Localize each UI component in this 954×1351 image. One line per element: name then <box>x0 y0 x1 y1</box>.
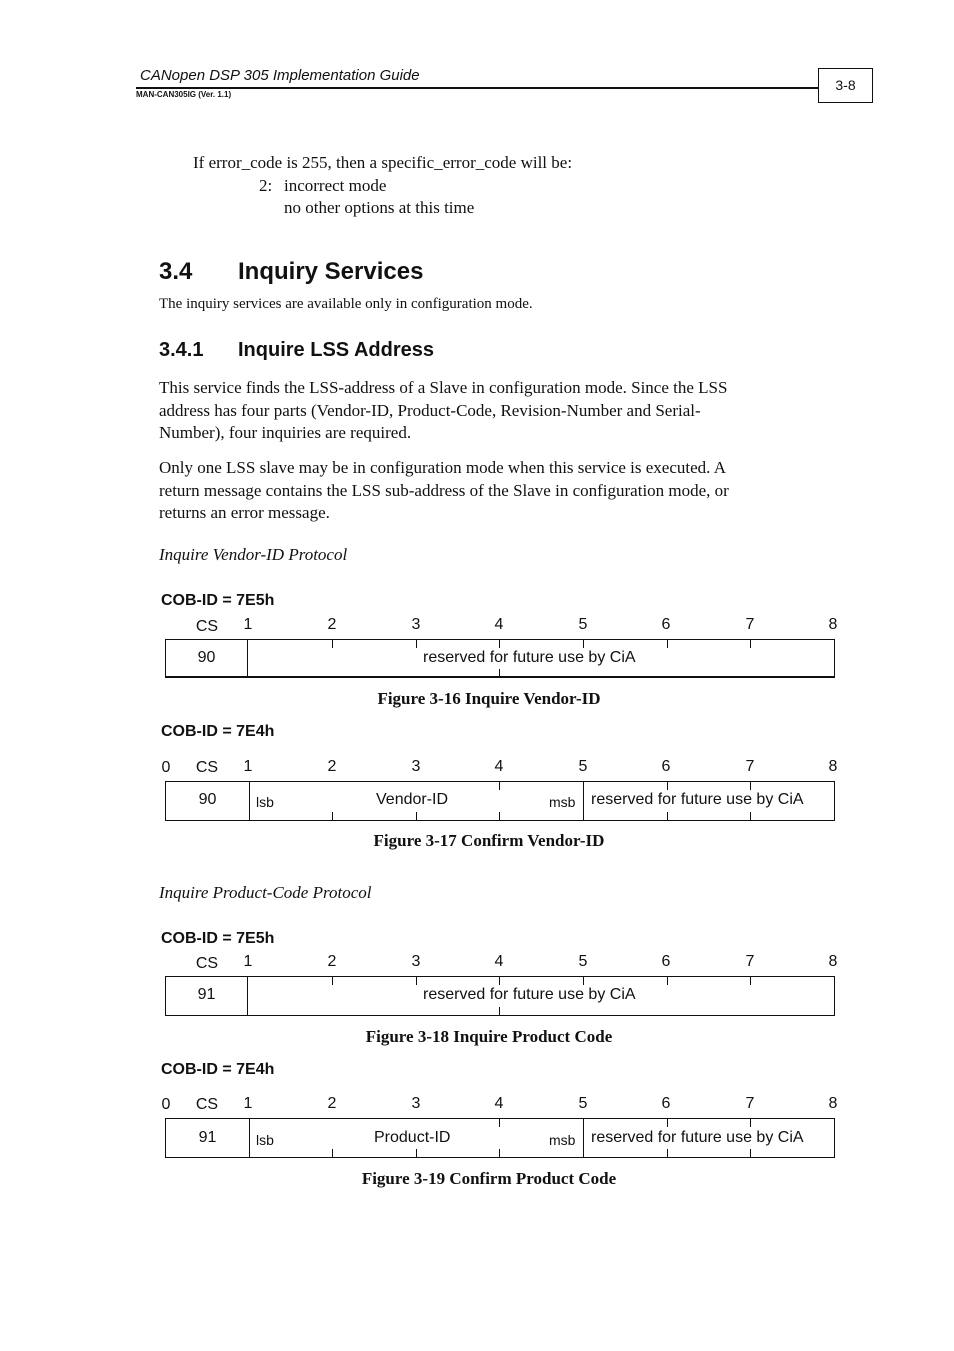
product-id-field: Product-ID <box>374 1129 451 1146</box>
byte-label-3: 3 <box>411 953 421 970</box>
error-code-intro: If error_code is 255, then a specific_error_code will be: <box>193 153 573 172</box>
byte-label-3: 3 <box>411 758 421 775</box>
byte-label-1: 1 <box>243 616 253 633</box>
protocol-heading-vendor: Inquire Vendor-ID Protocol <box>159 545 348 564</box>
byte-label-1: 1 <box>243 758 253 775</box>
tick-mark <box>416 812 417 821</box>
byte-label-8: 8 <box>828 953 838 970</box>
tick-mark <box>416 1149 417 1158</box>
byte-label-4: 4 <box>494 953 504 970</box>
cell-divider <box>247 976 248 1016</box>
paragraph-line: returns an error message. <box>159 503 330 522</box>
vendor-id-field: Vendor-ID <box>376 791 449 808</box>
byte-label-5: 5 <box>578 616 588 633</box>
tick-mark <box>667 976 668 985</box>
figure-caption: Figure 3-16 Inquire Vendor-ID <box>377 689 601 708</box>
byte-label-2: 2 <box>327 1095 337 1112</box>
tick-mark <box>667 639 668 648</box>
reserved-field: reserved for future use by CiA <box>591 1129 804 1146</box>
paragraph-line: return message contains the LSS sub-address of the Slave in configuration mode, or <box>159 481 729 500</box>
cob-id-label: COB-ID = 7E5h <box>161 592 275 609</box>
section-number: 3.4 <box>159 258 193 285</box>
byte-label-7: 7 <box>745 616 755 633</box>
cell-divider <box>583 1118 584 1158</box>
tick-mark <box>499 1007 500 1016</box>
tick-mark <box>416 976 417 985</box>
cob-id-label: COB-ID = 7E4h <box>161 723 275 740</box>
byte-label-5: 5 <box>578 953 588 970</box>
byte-label-6: 6 <box>661 1095 671 1112</box>
tick-mark <box>667 781 668 790</box>
tick-mark <box>750 1149 751 1158</box>
document-title: CANopen DSP 305 Implementation Guide <box>140 67 420 84</box>
cs-value: 91 <box>198 1129 217 1146</box>
byte-label-0: 0 <box>161 1096 171 1113</box>
byte-label-cs: CS <box>195 955 219 972</box>
tick-mark <box>499 639 500 648</box>
figure-caption: Figure 3-18 Inquire Product Code <box>365 1027 613 1046</box>
byte-label-cs: CS <box>195 618 219 635</box>
lsb-label: lsb <box>256 794 274 810</box>
header-rule <box>136 87 819 89</box>
byte-label-8: 8 <box>828 758 838 775</box>
byte-label-0: 0 <box>161 759 171 776</box>
tick-mark <box>499 976 500 985</box>
tick-mark <box>667 1149 668 1158</box>
byte-label-3: 3 <box>411 616 421 633</box>
tick-mark <box>332 812 333 821</box>
byte-label-2: 2 <box>327 953 337 970</box>
error-code-item-number: 2: <box>259 176 273 195</box>
figure-caption: Figure 3-19 Confirm Product Code <box>361 1169 617 1188</box>
cob-id-label: COB-ID = 7E4h <box>161 1061 275 1078</box>
cell-divider <box>249 781 250 821</box>
tick-mark <box>499 1149 500 1158</box>
byte-label-8: 8 <box>828 616 838 633</box>
msb-label: msb <box>549 1132 576 1148</box>
tick-mark <box>750 976 751 985</box>
byte-label-4: 4 <box>494 1095 504 1112</box>
cell-divider <box>247 639 248 678</box>
paragraph-line: address has four parts (Vendor-ID, Product-Code, Revision-Number and Serial- <box>159 401 701 420</box>
byte-label-7: 7 <box>745 953 755 970</box>
byte-label-4: 4 <box>494 616 504 633</box>
tick-mark <box>332 1149 333 1158</box>
byte-label-5: 5 <box>578 758 588 775</box>
tick-mark <box>332 639 333 648</box>
byte-label-2: 2 <box>327 616 337 633</box>
document-id: MAN-CAN305IG (Ver. 1.1) <box>136 90 232 99</box>
byte-label-cs: CS <box>195 1096 219 1113</box>
page-number: 3-8 <box>818 68 873 103</box>
tick-mark <box>499 781 500 790</box>
reserved-field: reserved for future use by CiA <box>423 986 636 1003</box>
cell-divider <box>583 781 584 821</box>
cs-value: 91 <box>197 986 216 1003</box>
paragraph-line: This service finds the LSS-address of a Slave in configuration mode. Since the LSS <box>159 378 728 397</box>
tick-mark <box>499 669 500 678</box>
byte-label-6: 6 <box>661 953 671 970</box>
byte-label-7: 7 <box>745 758 755 775</box>
cell-divider <box>249 1118 250 1158</box>
msb-label: msb <box>549 794 576 810</box>
tick-mark <box>750 639 751 648</box>
paragraph-line: Only one LSS slave may be in configuration mode when this service is executed. A <box>159 458 727 477</box>
reserved-field: reserved for future use by CiA <box>591 791 804 808</box>
byte-label-7: 7 <box>745 1095 755 1112</box>
reserved-field: reserved for future use by CiA <box>423 649 636 666</box>
section-title: Inquiry Services <box>238 258 424 285</box>
tick-mark <box>667 1118 668 1127</box>
byte-label-6: 6 <box>661 758 671 775</box>
byte-label-8: 8 <box>828 1095 838 1112</box>
byte-label-2: 2 <box>327 758 337 775</box>
tick-mark <box>583 976 584 985</box>
lsb-label: lsb <box>256 1132 274 1148</box>
byte-label-4: 4 <box>494 758 504 775</box>
subsection-title: Inquire LSS Address <box>238 339 434 361</box>
tick-mark <box>499 1118 500 1127</box>
cs-value: 90 <box>198 791 217 808</box>
tick-mark <box>499 812 500 821</box>
paragraph-line: Number), four inquiries are required. <box>159 423 412 442</box>
byte-label-1: 1 <box>243 953 253 970</box>
tick-mark <box>667 812 668 821</box>
subsection-number: 3.4.1 <box>159 339 204 361</box>
tick-mark <box>750 781 751 790</box>
cob-id-label: COB-ID = 7E5h <box>161 930 275 947</box>
byte-label-1: 1 <box>243 1095 253 1112</box>
error-code-item-note: no other options at this time <box>284 198 475 217</box>
tick-mark <box>416 639 417 648</box>
tick-mark <box>750 812 751 821</box>
tick-mark <box>750 1118 751 1127</box>
byte-label-3: 3 <box>411 1095 421 1112</box>
tick-mark <box>583 639 584 648</box>
cs-value: 90 <box>197 649 216 666</box>
protocol-heading-product: Inquire Product-Code Protocol <box>159 883 372 902</box>
tick-mark <box>332 976 333 985</box>
byte-label-6: 6 <box>661 616 671 633</box>
section-description: The inquiry services are available only in configuration mode. <box>159 296 533 312</box>
figure-caption: Figure 3-17 Confirm Vendor-ID <box>373 831 605 850</box>
byte-label-5: 5 <box>578 1095 588 1112</box>
error-code-item-text: incorrect mode <box>284 176 387 195</box>
byte-label-cs: CS <box>195 759 219 776</box>
